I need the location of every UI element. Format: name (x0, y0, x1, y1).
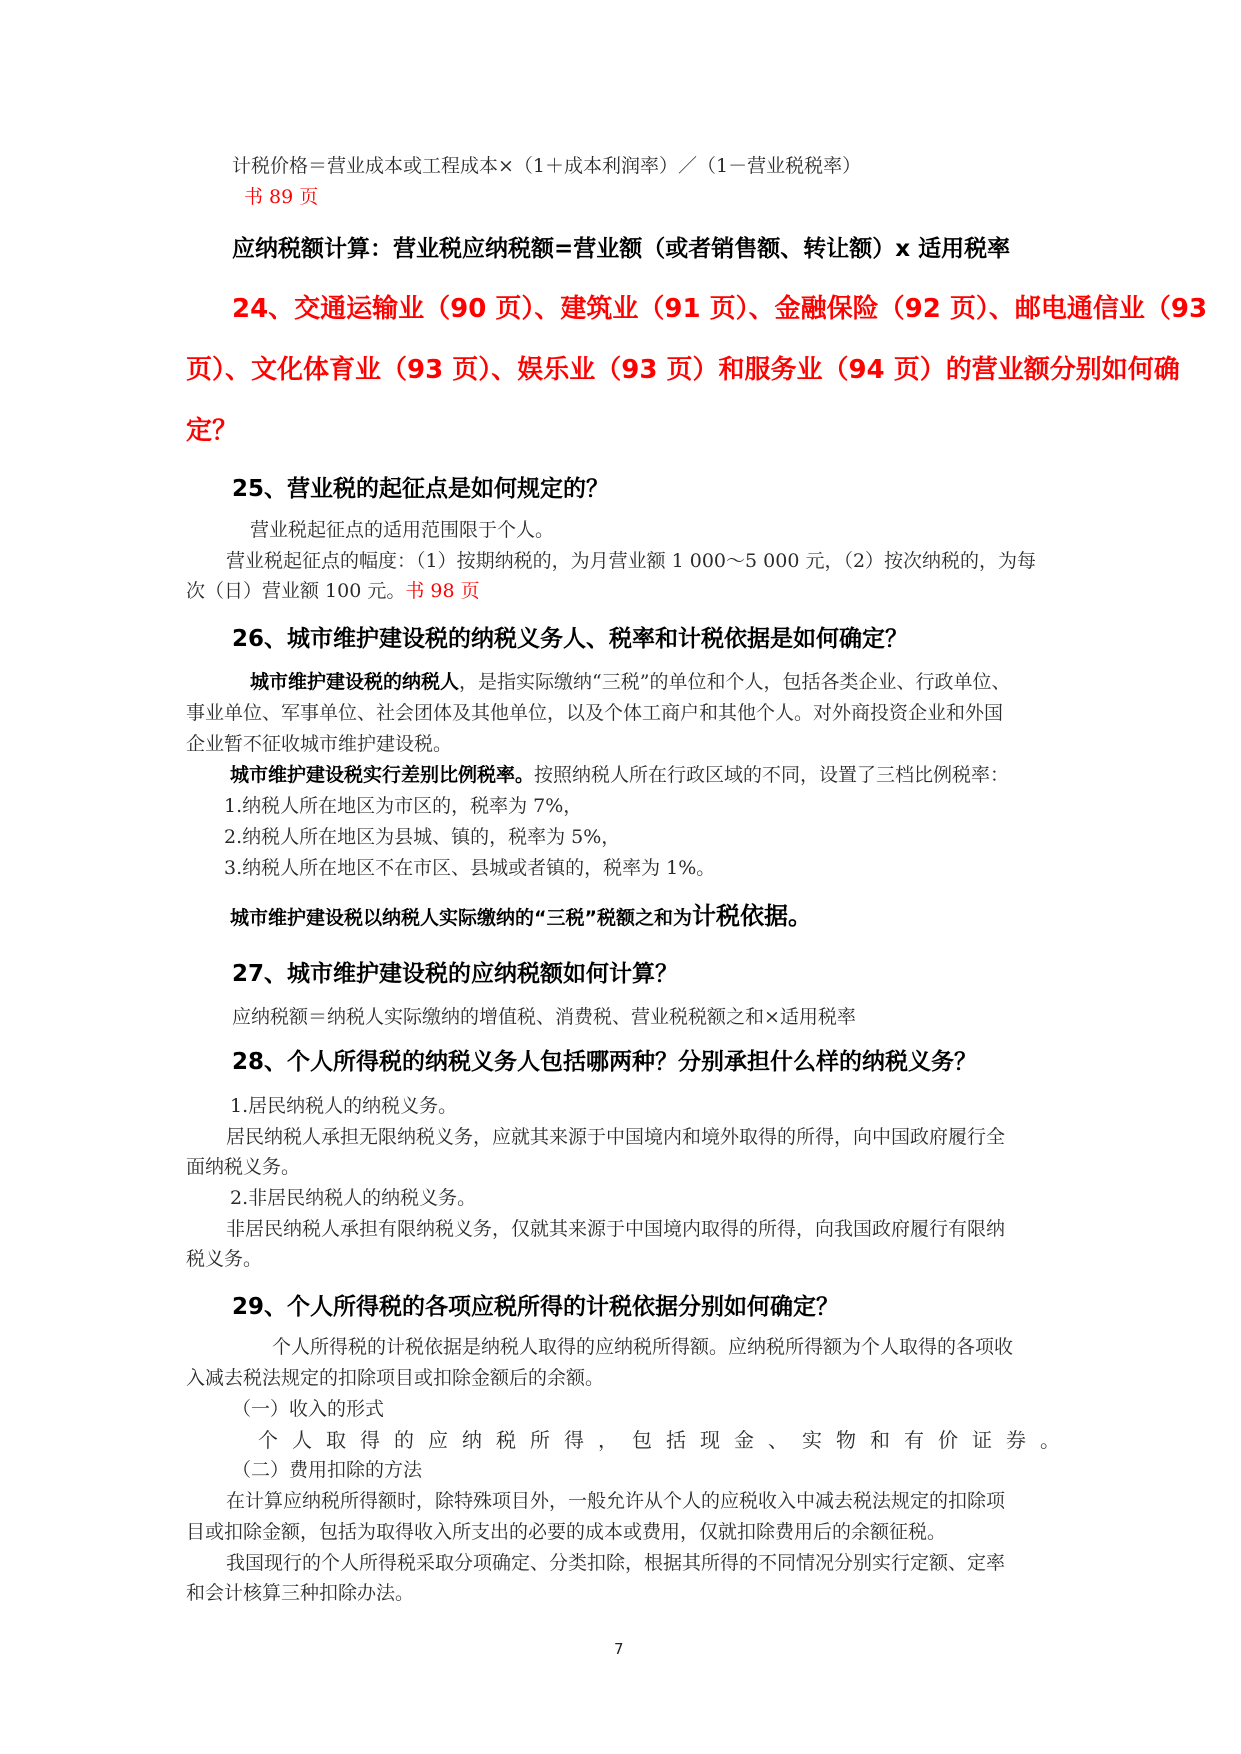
paragraph-line (250, 667, 1010, 694)
question-25-heading: 25、营业税的起征点是如何规定的？ (232, 476, 610, 502)
paragraph-line: 应纳税额＝纳税人实际缴纳的增值税、消费税、营业税税额之和×适用税率 (232, 1006, 856, 1028)
paragraph-line: 事业单位、军事单位、社会团体及其他单位，以及个体工商户和其他个人。对外商投资企业和外国 (186, 702, 1004, 724)
question-28-heading: 28、个人所得税的纳税义务人包括哪两种？分别承担什么样的纳税义务？ (232, 1049, 978, 1075)
paragraph-line (230, 760, 1009, 787)
paragraph-line: 营业税起征点的幅度：（1）按期纳税的，为月营业额 1 000～5 000 元，（2）按次纳税的，为每 (226, 550, 1037, 572)
rate-item-1: 1.纳税人所在地区为市区的，税率为 7%， (224, 795, 583, 817)
paragraph-line: 非居民纳税人承担有限纳税义务，仅就其来源于中国境内取得的所得，向我国政府履行有限纳 (226, 1218, 1006, 1240)
paragraph-text: 按照纳税人所在行政区域的不同，设置了三档比例税率： (534, 764, 1010, 786)
bold-term-large: 计税依据。 (691, 902, 812, 930)
paragraph-line: 和会计核算三种扣除办法。 (186, 1582, 415, 1604)
paragraph-line: 个人取得的应纳税所得，包括现金、实物和有价证券。 (258, 1428, 1074, 1452)
page-number: 7 (614, 1640, 624, 1658)
book-page-ref: 书 98 页 (405, 580, 480, 602)
paragraph-line (186, 576, 480, 603)
paragraph-line: 面纳税义务。 (186, 1156, 301, 1178)
paragraph-text: 次（日）营业额 100 元。 (186, 580, 406, 602)
subheading: （二）费用扣除的方法 (232, 1459, 423, 1481)
paragraph-line: 居民纳税人承担无限纳税义务，应就其来源于中国境内和境外取得的所得，向中国政府履行全 (226, 1126, 1006, 1148)
subheading: （一）收入的形式 (232, 1398, 385, 1420)
paragraph-line: 在计算应纳税所得额时，除特殊项目外，一般允许从个人的应税收入中减去税法规定的扣除项 (226, 1490, 1006, 1512)
question-27-heading: 27、城市维护建设税的应纳税额如何计算？ (232, 961, 679, 987)
paragraph-line: 企业暂不征收城市维护建设税。 (186, 733, 453, 755)
paragraph-line: 个人所得税的计税依据是纳税人取得的应纳税所得额。应纳税所得额为个人取得的各项收 (272, 1336, 1014, 1358)
book-page-ref: 书 89 页 (244, 186, 319, 208)
question-24-line-1: 24、交通运输业（90 页）、建筑业（91 页）、金融保险（92 页）、邮电通信业（93 (232, 294, 1208, 324)
question-24-line-2: 页）、文化体育业（93 页）、娱乐业（93 页）和服务业（94 页）的营业额分别如何确 (186, 355, 1180, 385)
paragraph-line: 营业税起征点的适用范围限于个人。 (250, 519, 555, 541)
paragraph-line (230, 896, 812, 931)
rate-item-2: 2.纳税人所在地区为县城、镇的，税率为 5%， (224, 826, 621, 848)
list-item: 1.居民纳税人的纳税义务。 (230, 1095, 458, 1117)
list-item: 2.非居民纳税人的纳税义务。 (230, 1187, 477, 1209)
paragraph-line: 我国现行的个人所得税采取分项确定、分类扣除，根据其所得的不同情况分别实行定额、定率 (226, 1552, 1006, 1574)
paragraph-text: ，是指实际缴纳“三税”的单位和个人，包括各类企业、行政单位、 (459, 671, 1011, 693)
formula-tax-price: 计税价格＝营业成本或工程成本×（1＋成本利润率）／（1－营业税税率） (232, 155, 862, 177)
question-26-heading: 26、城市维护建设税的纳税义务人、税率和计税依据是如何确定？ (232, 626, 909, 652)
bold-term: 城市维护建设税以纳税人实际缴纳的“三税”税额之和为 (230, 907, 692, 929)
bold-term: 城市维护建设税实行差别比例税率。 (230, 764, 535, 786)
question-24-line-3: 定？ (186, 416, 239, 446)
question-29-heading: 29、个人所得税的各项应税所得的计税依据分别如何确定？ (232, 1294, 840, 1320)
rate-item-3: 3.纳税人所在地区不在市区、县城或者镇的，税率为 1%。 (224, 857, 716, 879)
paragraph-line: 税义务。 (186, 1248, 263, 1270)
paragraph-line: 入减去税法规定的扣除项目或扣除金额后的余额。 (186, 1367, 605, 1389)
bold-term: 城市维护建设税的纳税人 (250, 671, 460, 693)
paragraph-line: 目或扣除金额，包括为取得收入所支出的必要的成本或费用，仅就扣除费用后的余额征税。 (186, 1521, 947, 1543)
tax-calculation-formula: 应纳税额计算：营业税应纳税额=营业额（或者销售额、转让额）x 适用税率 (232, 236, 1011, 262)
